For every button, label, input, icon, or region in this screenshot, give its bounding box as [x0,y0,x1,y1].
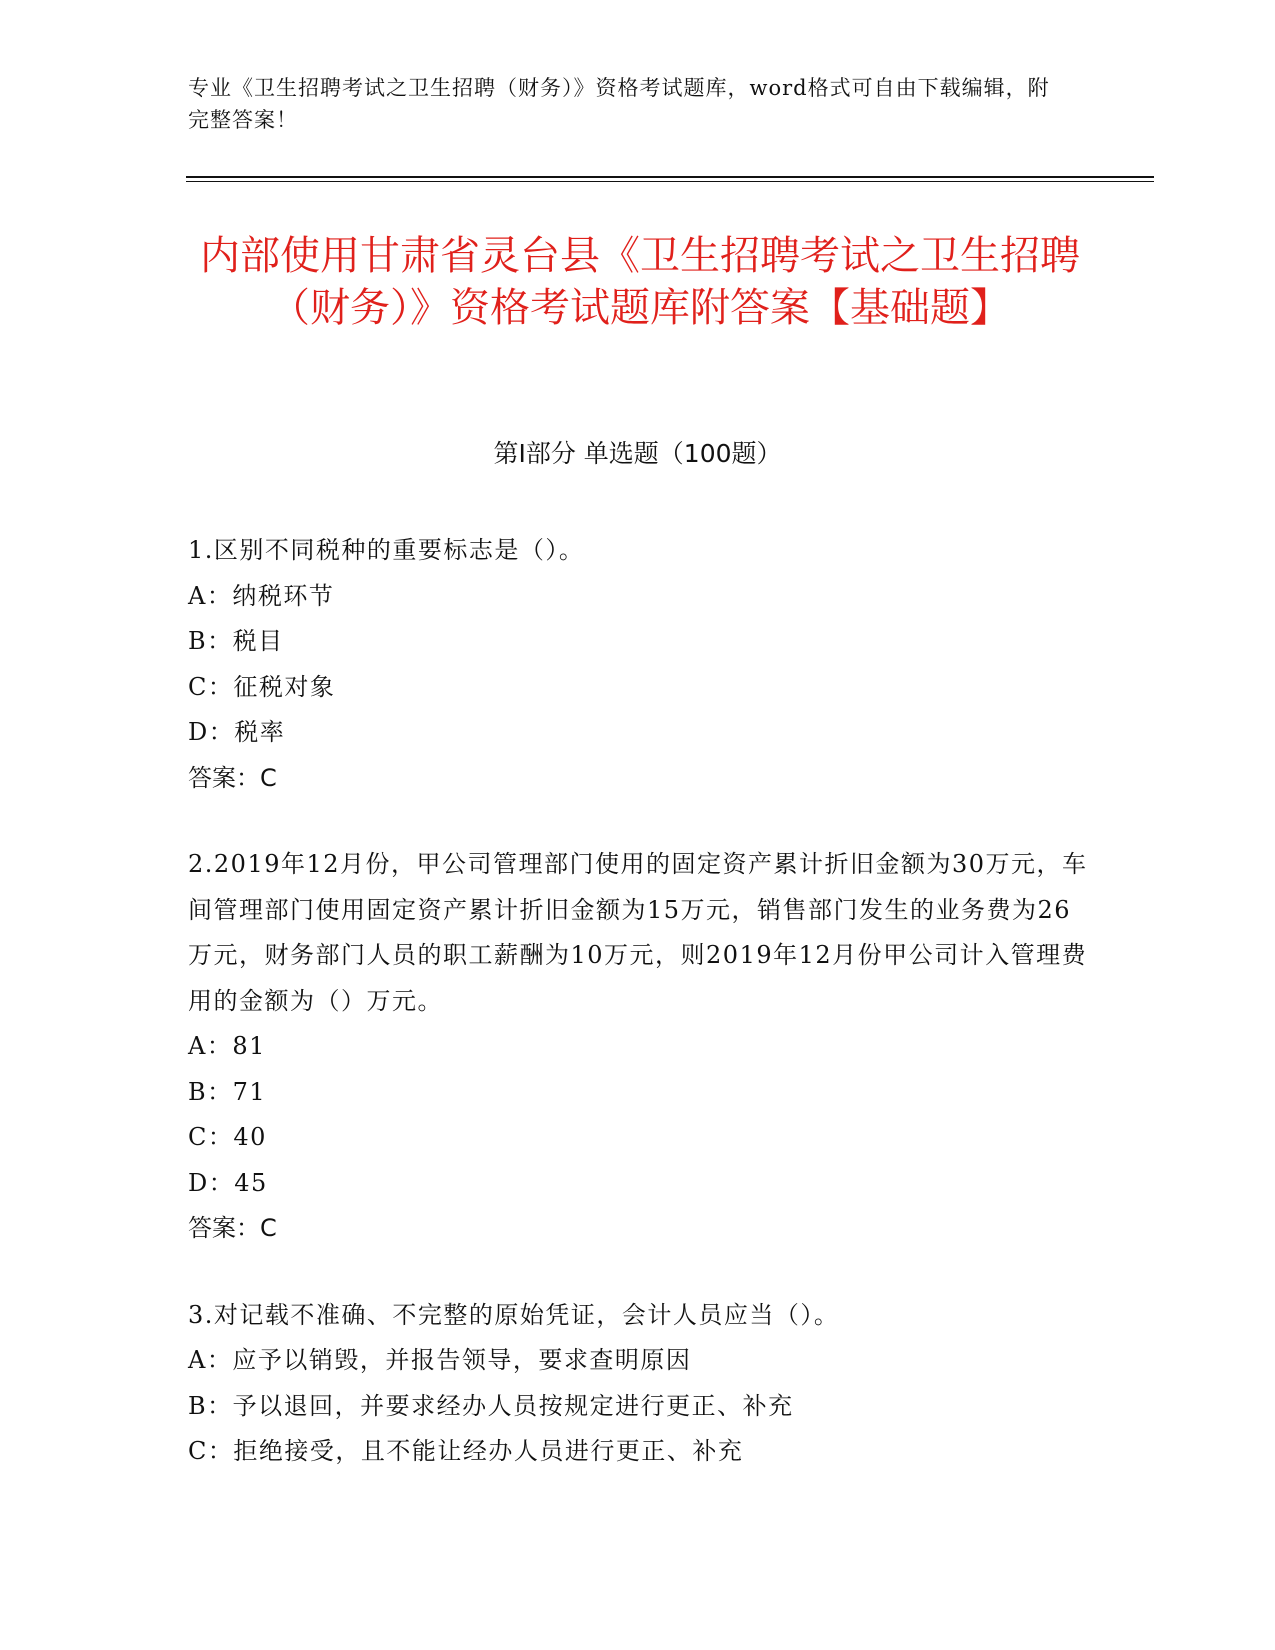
option-a: A：81 [188,1032,266,1060]
question-stem: 3.对记载不准确、不完整的原始凭证，会计人员应当（）。 [188,1300,840,1329]
question-stem: 1.区别不同税种的重要标志是（）。 [188,536,585,564]
question-list [188,528,1088,1516]
answer: 答案：C [188,763,277,792]
option-a: A：纳税环节 [188,581,335,610]
section-title: 第I部分 单选题（100题） [493,439,782,468]
question-1 [188,528,1088,801]
document-title: 内部使用甘肃省灵台县《卫生招聘考试之卫生招聘（财务）》资格考试题库附答案【基础题】 [200,233,1080,331]
question-3 [188,1293,1088,1475]
option-d: D：税率 [188,718,286,746]
option-d: D：45 [188,1168,268,1197]
option-c: C：征税对象 [188,672,336,701]
question-2 [188,842,1088,1252]
option-b: B：予以退回，并要求经办人员按规定进行更正、补充 [188,1391,794,1420]
option-c: C：40 [188,1123,267,1151]
header-divider-thick [186,176,1154,178]
question-stem: 2.2019年12月份，甲公司管理部门使用的固定资产累计折旧金额为30万元，车间管理部门使用固定资产累计折旧金额为15万元，销售部门发生的业务费为26万元，财务部门人员的职工薪酬为10万元，则2019年12月份甲公司计入管理费用的金额为（）万元。 [188,850,1088,1015]
option-c: C：拒绝接受，且不能让经办人员进行更正、补充 [188,1437,744,1465]
option-b: B：71 [188,1077,267,1106]
header-divider-thin [186,181,1154,182]
option-a: A：应予以销毁，并报告领导，要求查明原因 [188,1346,692,1374]
option-b: B：税目 [188,627,284,655]
answer: 答案：C [188,1214,277,1242]
header-note: 专业《卫生招聘考试之卫生招聘（财务）》资格考试题库，word格式可自由下载编辑，附完整答案！ [188,76,1050,132]
